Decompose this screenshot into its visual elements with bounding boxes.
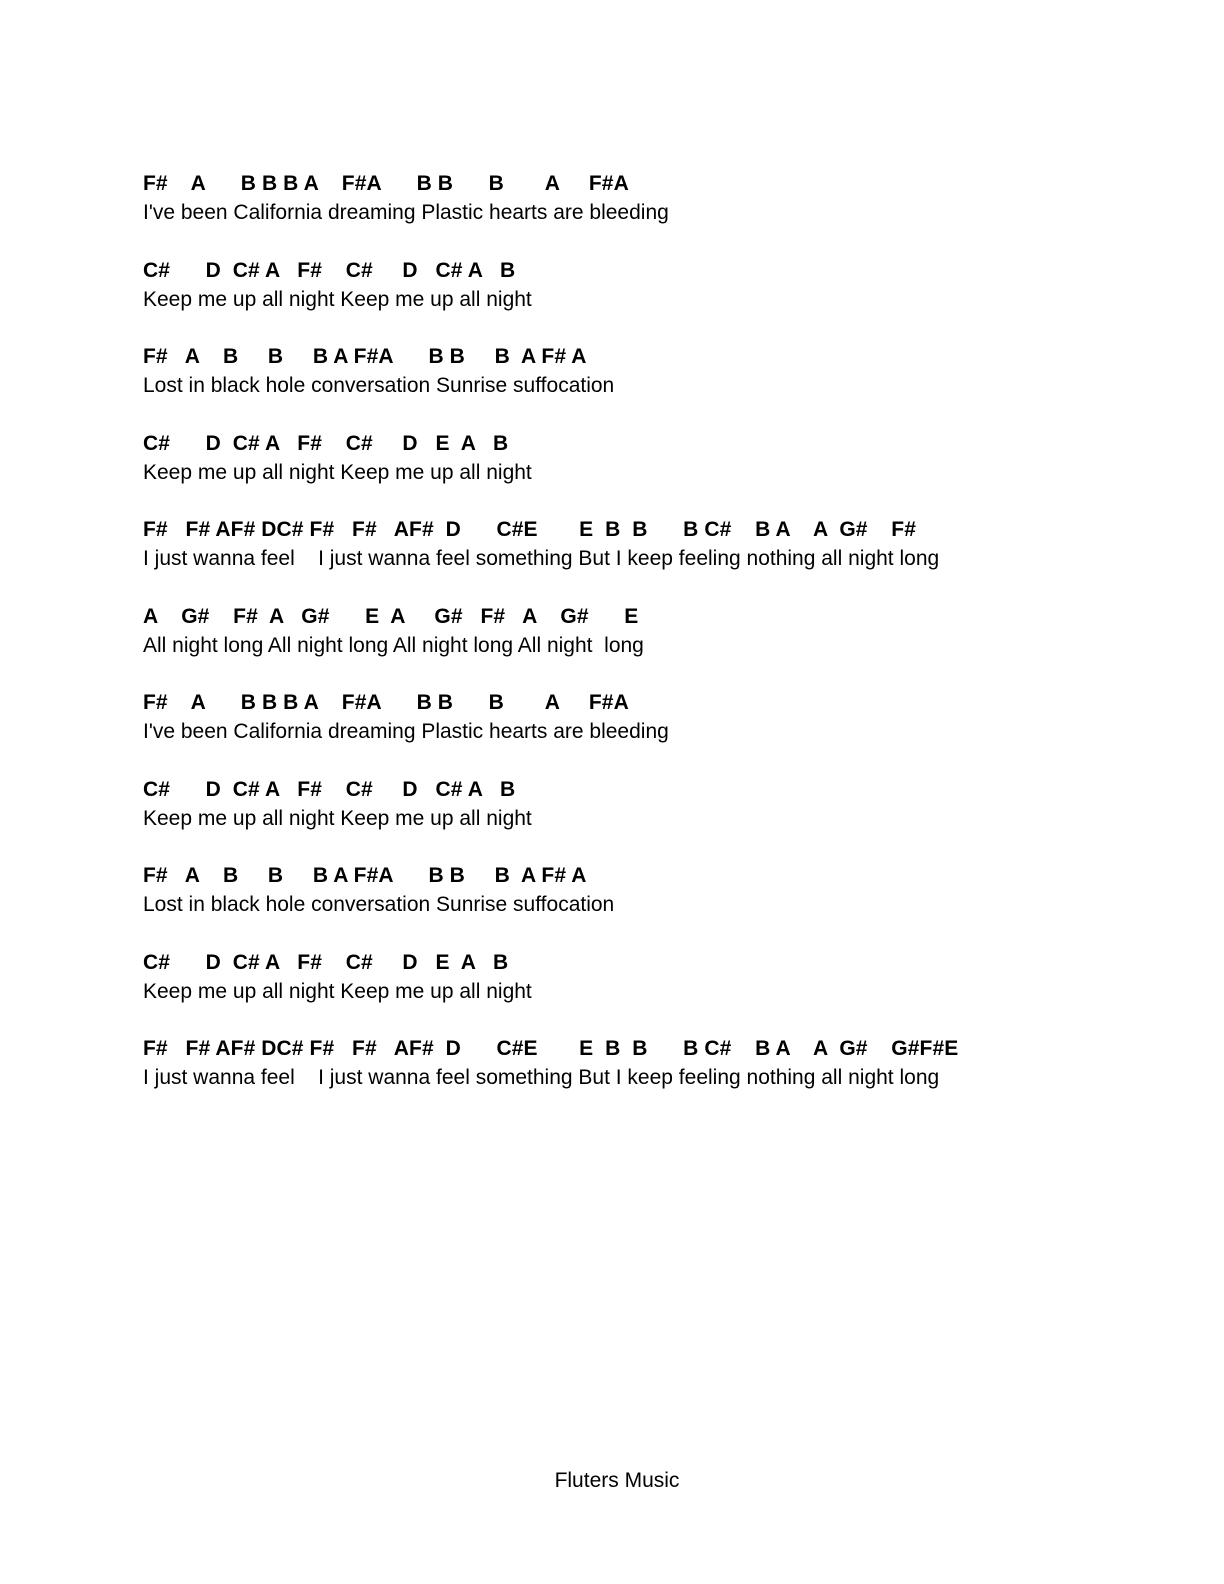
stanza xyxy=(143,949,1143,1036)
stanza xyxy=(143,516,1143,603)
stanza xyxy=(143,170,1143,257)
lyric-line: All night long All night long All night long All night long xyxy=(143,633,644,657)
lyric-line: Keep me up all night Keep me up all night xyxy=(143,979,532,1003)
note-line: F# A B B B A F#A B B B A F# A xyxy=(143,345,587,368)
lyric-line: I've been California dreaming Plastic hearts are bleeding xyxy=(143,720,669,743)
stanza xyxy=(143,343,1143,430)
page-footer: Fluters Music xyxy=(554,1469,680,1492)
note-line: C# D C# A F# C# D C# A B xyxy=(143,777,516,801)
note-line: C# D C# A F# C# D C# A B xyxy=(143,258,516,282)
lyric-line: I just wanna feel I just wanna feel something But I keep feeling nothing all night long xyxy=(143,1066,940,1089)
stanza xyxy=(143,776,1143,863)
lyric-line: Keep me up all night Keep me up all night xyxy=(143,287,532,311)
stanza xyxy=(143,603,1143,690)
note-line: F# A B B B A F#A B B B A F#A xyxy=(143,172,629,195)
note-line: F# F# AF# DC# F# F# AF# D C#E E B B B C# B A A G# G#F#E xyxy=(143,1037,959,1060)
stanza xyxy=(143,689,1143,776)
note-line: C# D C# A F# C# D E A B xyxy=(143,950,509,974)
note-line: F# F# AF# DC# F# F# AF# D C#E E B B B C# B A A G# F# xyxy=(143,518,917,541)
note-line: F# A B B B A F#A B B B A F# A xyxy=(143,864,587,887)
stanza xyxy=(143,257,1143,344)
note-line: F# A B B B A F#A B B B A F#A xyxy=(143,691,629,714)
lyric-line: Keep me up all night Keep me up all night xyxy=(143,460,532,484)
lyric-line: Lost in black hole conversation Sunrise suffocation xyxy=(143,374,615,397)
lyric-line: I just wanna feel I just wanna feel something But I keep feeling nothing all night long xyxy=(143,547,940,570)
song-sheet xyxy=(143,170,1143,1122)
note-line: C# D C# A F# C# D E A B xyxy=(143,431,509,455)
lyric-line: Lost in black hole conversation Sunrise suffocation xyxy=(143,893,615,916)
stanza xyxy=(143,862,1143,949)
lyric-line: Keep me up all night Keep me up all night xyxy=(143,806,532,830)
note-line: A G# F# A G# E A G# F# A G# E xyxy=(143,604,639,628)
stanza xyxy=(143,1035,1143,1122)
stanza xyxy=(143,430,1143,517)
lyric-line: I've been California dreaming Plastic hearts are bleeding xyxy=(143,201,669,224)
